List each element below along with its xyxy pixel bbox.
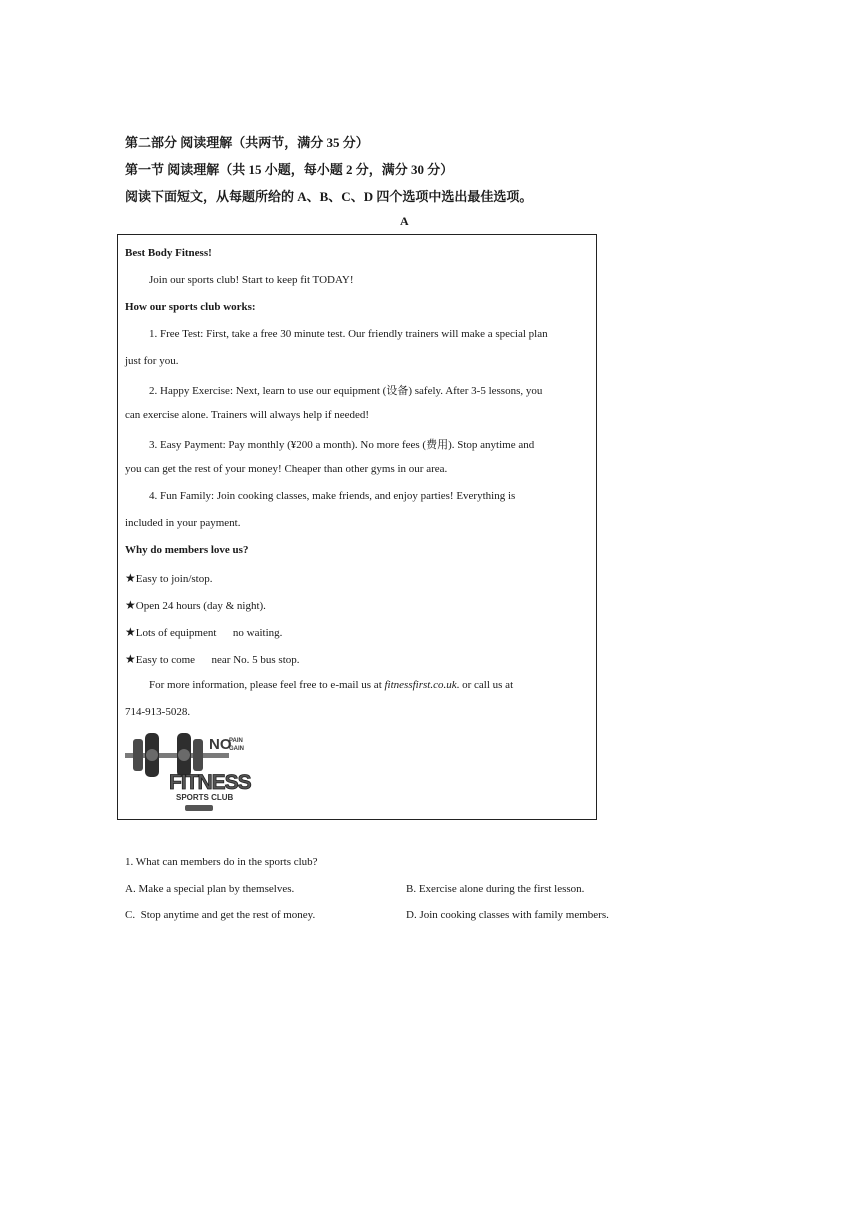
option-d: D. Join cooking classes with family members. bbox=[406, 909, 609, 921]
reason-item: ★Lots of equipment no waiting. bbox=[125, 625, 283, 639]
option-a: A. Make a special plan by themselves. bbox=[125, 883, 295, 895]
part-heading: 第二部分 阅读理解（共两节，满分 35 分） bbox=[125, 135, 369, 150]
gain-text: GAIN bbox=[229, 746, 244, 752]
ad-tagline: Join our sports club! Start to keep fit TODAY! bbox=[149, 274, 354, 286]
star-icon: ★ bbox=[125, 571, 136, 585]
star-icon: ★ bbox=[125, 625, 136, 639]
fitness-wordmark: FITNESS bbox=[169, 771, 251, 794]
fitness-logo bbox=[125, 727, 251, 819]
passage-label: A bbox=[400, 214, 409, 228]
star-icon: ★ bbox=[125, 598, 136, 612]
step-4-line-1: 4. Fun Family: Join cooking classes, make friends, and enjoy parties! Everything is bbox=[149, 490, 516, 502]
reason-item: ★Open 24 hours (day & night). bbox=[125, 598, 266, 612]
contact-email: fitnessfirst.co.uk bbox=[384, 679, 457, 691]
contact-line: For more information, please feel free to e-mail us at fitnessfirst.co.uk. or call us at bbox=[149, 679, 514, 691]
option-b: B. Exercise alone during the first lesson. bbox=[406, 883, 585, 895]
step-2-line-2: can exercise alone. Trainers will always help if needed! bbox=[125, 409, 370, 421]
question-stem: 1. What can members do in the sports club? bbox=[125, 856, 318, 868]
advertisement-box bbox=[117, 234, 597, 820]
step-3-line-2: you can get the rest of your money! Cheaper than other gyms in our area. bbox=[125, 463, 448, 475]
ad-title: Best Body Fitness! bbox=[125, 247, 212, 259]
reason-item: ★Easy to join/stop. bbox=[125, 571, 213, 585]
star-icon: ★ bbox=[125, 652, 136, 666]
instruction-text: 阅读下面短文，从每题所给的 A、B、C、D 四个选项中选出最佳选项。 bbox=[125, 189, 533, 204]
step-1-line-2: just for you. bbox=[125, 355, 179, 367]
no-text: NO bbox=[209, 736, 232, 753]
reason-item: ★Easy to come near No. 5 bus stop. bbox=[125, 652, 300, 666]
step-3-line-1: 3. Easy Payment: Pay monthly (¥200 a month). No more fees (费用). Stop anytime and bbox=[149, 439, 535, 451]
section-heading: 第一节 阅读理解（共 15 小题，每小题 2 分，满分 30 分） bbox=[125, 162, 454, 177]
step-4-line-2: included in your payment. bbox=[125, 517, 241, 529]
step-2-line-1: 2. Happy Exercise: Next, learn to use our equipment (设备) safely. After 3-5 lessons, you bbox=[149, 385, 543, 397]
how-heading: How our sports club works: bbox=[125, 301, 256, 313]
why-heading: Why do members love us? bbox=[125, 544, 249, 556]
step-1-line-1: 1. Free Test: First, take a free 30 minute test. Our friendly trainers will make a special plan bbox=[149, 328, 548, 340]
option-c: C. Stop anytime and get the rest of money. bbox=[125, 909, 316, 921]
pain-text: PAIN bbox=[229, 738, 243, 744]
phone-number: 714-913-5028. bbox=[125, 706, 191, 718]
sports-club-text: SPORTS CLUB bbox=[176, 793, 234, 802]
